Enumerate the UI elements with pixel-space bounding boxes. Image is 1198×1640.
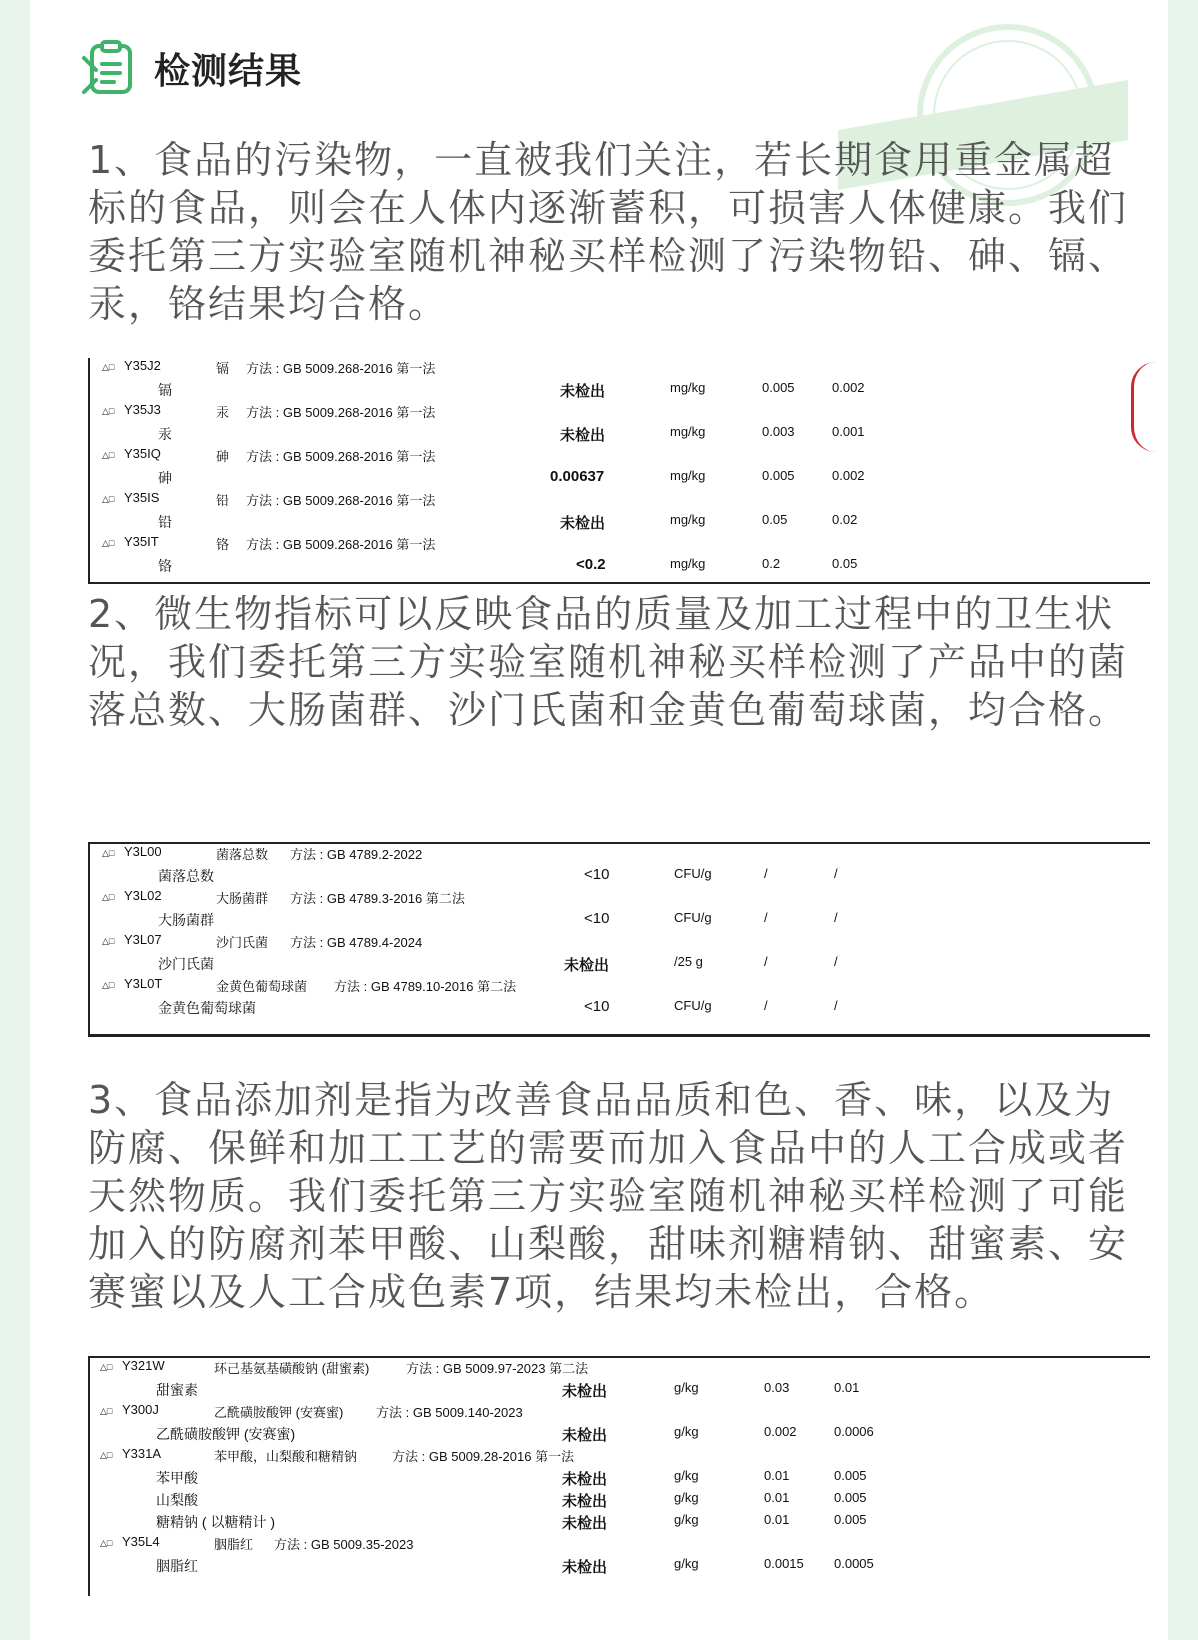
report-row: △□ Y3L07 沙门氏菌 方法 : GB 4789.4-2024 xyxy=(102,932,423,950)
report-row: 糖精钠 ( 以糖精计 ) 未检出 g/kg 0.01 0.005 xyxy=(156,1512,867,1532)
report-row: △□ Y300J 乙酰磺胺酸钾 (安赛蜜) 方法 : GB 5009.140-2023 xyxy=(100,1402,523,1420)
page-title: 检测结果 xyxy=(154,50,303,92)
report-row: △□ Y35IT 铬 方法 : GB 5009.268-2016 第一法 xyxy=(102,534,436,552)
report-row: 沙门氏菌 未检出 /25 g / / xyxy=(158,954,838,974)
report-row: 菌落总数 <10 CFU/g / / xyxy=(158,866,838,884)
report-microbes xyxy=(88,842,1150,1037)
report-row: △□ Y3L02 大肠菌群 方法 : GB 4789.3-2016 第二法 xyxy=(102,888,465,906)
report-row: 金黄色葡萄球菌 <10 CFU/g / / xyxy=(158,998,838,1016)
paragraph-additives: 3、食品添加剂是指为改善食品品质和色、香、味，以及为防腐、保鲜和加工工艺的需要而加入食品中的人工合成或者天然物质。我们委托第三方实验室随机神秘买样检测了可能加入的防腐剂苯甲酸、山梨酸，甜味剂糖精钠、甜蜜素、安赛蜜以及人工合成色素7项，结果均未检出，合格。 xyxy=(88,1078,1129,1314)
report-row: △□ Y35IS 铅 方法 : GB 5009.268-2016 第一法 xyxy=(102,490,436,508)
report-row: 砷 0.00637 mg/kg 0.005 0.002 xyxy=(158,468,865,486)
report-row: △□ Y331A 苯甲酸，山梨酸和糖精钠 方法 : GB 5009.28-2016 第一法 xyxy=(100,1446,575,1464)
report-row: 乙酰磺胺酸钾 (安赛蜜) 未检出 g/kg 0.002 0.0006 xyxy=(156,1424,874,1444)
report-additives xyxy=(88,1356,1150,1596)
page xyxy=(30,0,1168,1640)
report-row: △□ Y35J3 汞 方法 : GB 5009.268-2016 第一法 xyxy=(102,402,436,420)
paragraph-contaminants: 1、食品的污染物，一直被我们关注，若长期食用重金属超标的食品，则会在人体内逐渐蓄积，可损害人体健康。我们委托第三方实验室随机神秘买样检测了污染物铅、砷、镉、汞，铬结果均合格。 xyxy=(88,138,1129,326)
report-row: 镉 未检出 mg/kg 0.005 0.002 xyxy=(158,380,865,400)
section-header xyxy=(82,40,302,96)
report-row: 大肠菌群 <10 CFU/g / / xyxy=(158,910,838,928)
paragraph-microbes: 2、微生物指标可以反映食品的质量及加工过程中的卫生状况，我们委托第三方实验室随机神秘买样检测了产品中的菌落总数、大肠菌群、沙门氏菌和金黄色葡萄球菌，均合格。 xyxy=(88,592,1129,732)
report-row: △□ Y35J2 镉 方法 : GB 5009.268-2016 第一法 xyxy=(102,358,436,376)
report-row: 汞 未检出 mg/kg 0.003 0.001 xyxy=(158,424,865,444)
report-row: △□ Y35L4 胭脂红 方法 : GB 5009.35-2023 xyxy=(100,1534,414,1552)
report-row: △□ Y321W 环己基氨基磺酸钠 (甜蜜素) 方法 : GB 5009.97-2023 第二法 xyxy=(100,1358,589,1376)
report-row: 铬 <0.2 mg/kg 0.2 0.05 xyxy=(158,556,858,574)
report-row: △□ Y3L0T 金黄色葡萄球菌 方法 : GB 4789.10-2016 第二法 xyxy=(102,976,517,994)
report-row: 甜蜜素 未检出 g/kg 0.03 0.01 xyxy=(156,1380,860,1400)
report-row: 胭脂红 未检出 g/kg 0.0015 0.0005 xyxy=(156,1556,874,1576)
clipboard-list-icon xyxy=(82,40,138,96)
report-row: 山梨酸 未检出 g/kg 0.01 0.005 xyxy=(156,1490,867,1510)
report-row: 苯甲酸 未检出 g/kg 0.01 0.005 xyxy=(156,1468,867,1488)
report-row: 铅 未检出 mg/kg 0.05 0.02 xyxy=(158,512,858,532)
report-heavy-metals xyxy=(88,358,1150,584)
report-row: △□ Y3L00 菌落总数 方法 : GB 4789.2-2022 xyxy=(102,844,423,862)
report-row: △□ Y35IQ 砷 方法 : GB 5009.268-2016 第一法 xyxy=(102,446,436,464)
